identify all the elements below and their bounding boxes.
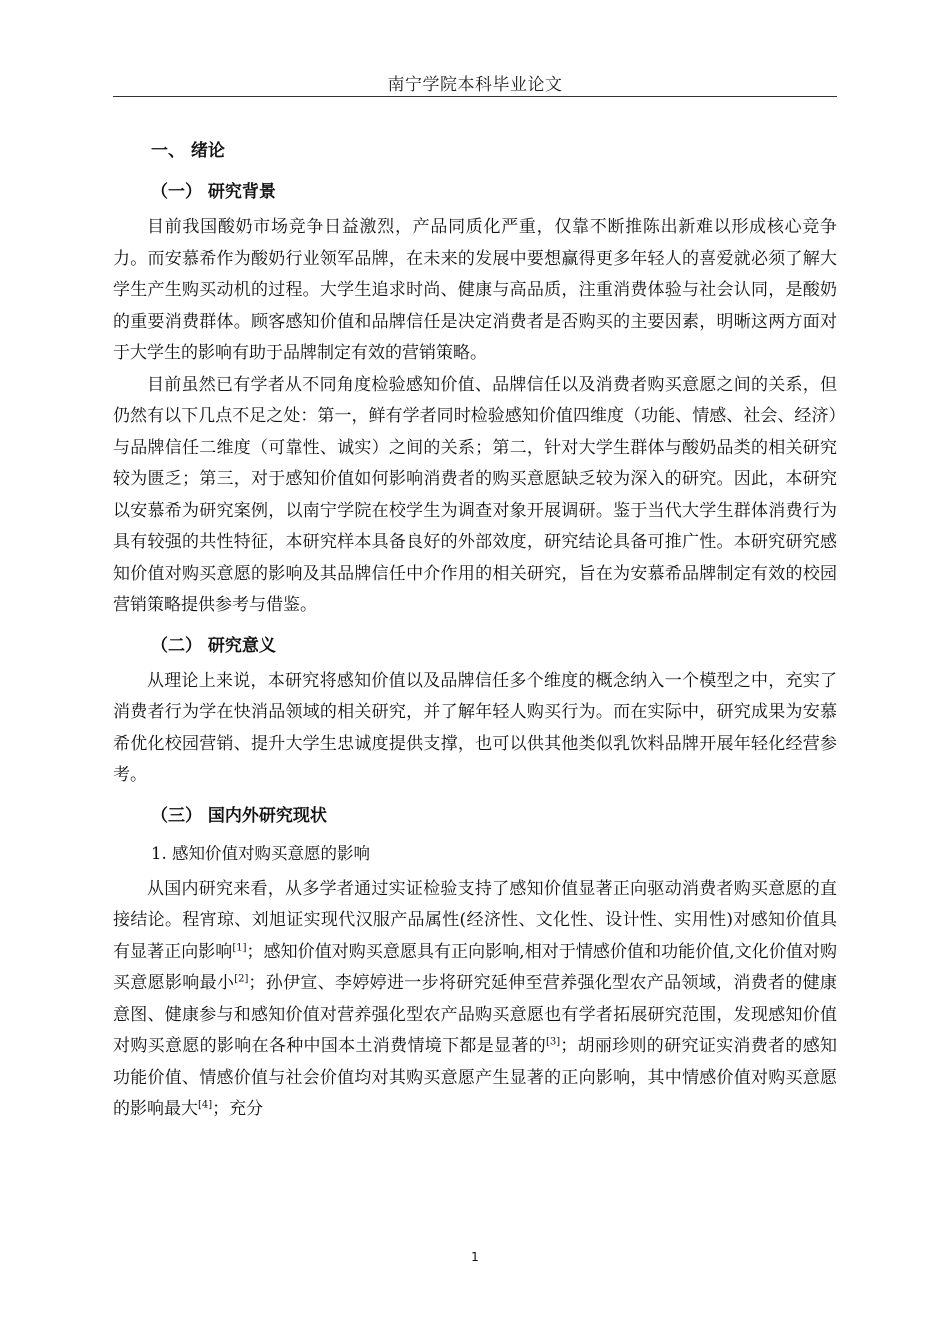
- paragraph-background-1: 目前我国酸奶市场竞争日益激烈，产品同质化严重，仅靠不断推陈出新难以形成核心竞争力。而安慕希作为酸奶行业领军品牌，在未来的发展中要想赢得更多年轻人的喜爱就必须了解大学生产生购买动机的过程。大学生追求时尚、健康与高品质，注重消费体验与社会认同，是酸奶的重要消费群体。顾客感知价值和品牌信任是决定消费者是否购买的主要因素，明晰这两方面对于大学生的影响有助于品牌制定有效的营销策略。: [113, 217, 837, 363]
- header-divider: [113, 96, 837, 97]
- subsection-heading-background: （一） 研究背景: [151, 182, 276, 202]
- paragraph-background-2: 目前虽然已有学者从不同角度检验感知价值、品牌信任以及消费者购买意愿之间的关系，但仍然有以下几点不足之处：第一，鲜有学者同时检验感知价值四维度（功能、情感、社会、经济）与品牌信任二维度（可靠性、诚实）之间的关系；第二，针对大学生群体与酸奶品类的相关研究较为匮乏；第三，对于感知价值如何影响消费者的购买意愿缺乏较为深入的研究。因此，本研究以安慕希为研究案例，以南宁学院在校学生为调查对象开展调研。鉴于当代大学生群体消费行为具有较强的共性特征，本研究样本具备良好的外部效度，研究结论具备可推广性。本研究研究感知价值对购买意愿的影响及其品牌信任中介作用的相关研究，旨在为安慕希品牌制定有效的校园营销策略提供参考与借鉴。: [113, 374, 837, 615]
- citation-ref-2[interactable]: [2]: [234, 973, 249, 985]
- paragraph-text-part: ；充分: [212, 1099, 264, 1119]
- paragraph-text-part: ；胡丽珍则的研究证实消费者的感知功能价值、情感价值与社会价值均对其购买意愿产生显著的正向影响，其中情感价值对购买意愿的影响最大: [113, 1036, 838, 1119]
- section-heading-introduction: 一、 绪论: [151, 141, 225, 161]
- citation-ref-3[interactable]: [3]: [546, 1036, 561, 1048]
- page-number: 1: [471, 1250, 479, 1264]
- subsection-heading-research-status: （三） 国内外研究现状: [151, 805, 327, 826]
- citation-ref-4[interactable]: [4]: [198, 1099, 213, 1111]
- paragraph-text-part: ；孙伊宣、李婷婷进一步将研究延伸至营养强化型农产品领域，消费者的健康意图、健康参与和感知价值对营养强化型农产品购买意愿也有学者拓展研究范围，发现感知价值对购买意愿的影响在各种中国本土消费情境下都是显著的: [113, 973, 838, 1056]
- subsection-heading-significance: （二） 研究意义: [151, 635, 276, 656]
- running-header-title: 南宁学院本科毕业论文: [387, 75, 563, 95]
- citation-ref-1[interactable]: [1]: [232, 941, 247, 953]
- document-body: [113, 126, 837, 1126]
- paragraph-significance: 从理论上来说，本研究将感知价值以及品牌信任多个维度的概念纳入一个模型之中，充实了消费者行为学在快消品领域的相关研究，并了解年轻人购买行为。而在实际中，研究成果为安慕希优化校园营销、提升大学生忠诚度提供支撑，也可以供其他类似乳饮料品牌开展年轻化经营参考。: [113, 670, 837, 785]
- paragraph-text-part: 从国内研究来看，从多学者通过实证检验支持了感知价值显著正向驱动消费者购买意愿的直接结论。程宵琼、刘旭证实现代汉服产品属性(经济性、文化性、设计性、实用性)对感知价值具有显著正向影响: [113, 878, 837, 962]
- paragraph-text-part: ；感知价值对购买意愿具有正向影响,相对于情感价值和功能价值,文化价值对购买意愿影响最小: [113, 941, 838, 993]
- subsubsection-heading-perceived-value: 1. 感知价值对购买意愿的影响: [151, 843, 370, 863]
- paragraph-perceived-value: [113, 874, 837, 1126]
